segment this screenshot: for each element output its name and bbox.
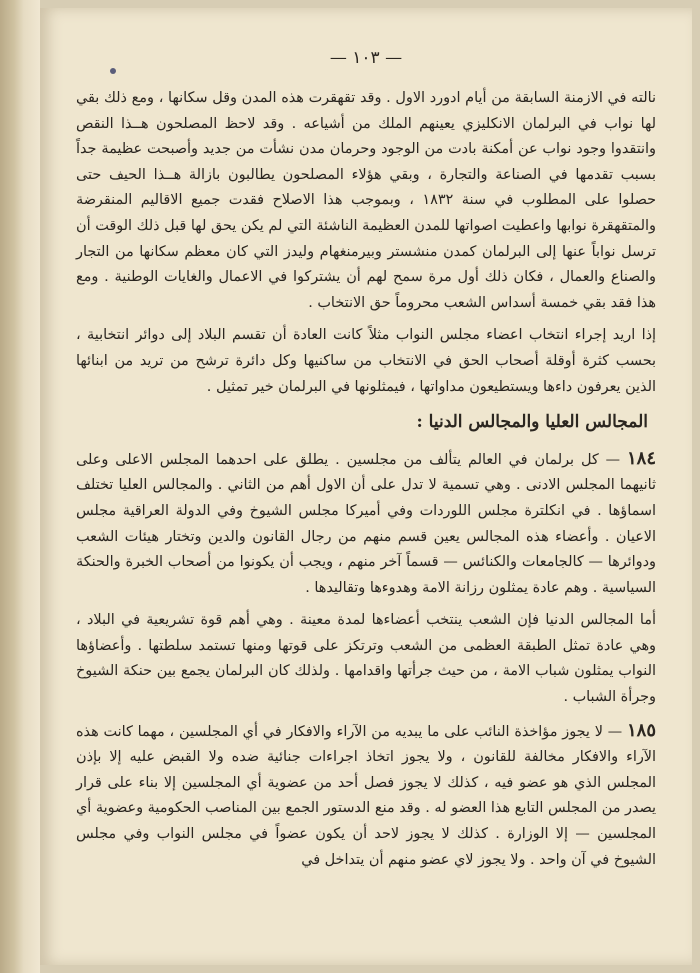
article-185-number: ١٨٥ — [626, 719, 656, 741]
paragraph-2: إذا اريد إجراء انتخاب اعضاء مجلس النواب مثلاً كانت العادة أن تقسم البلاد إلى دوائر انتخابية ، بحسب كثرة أوقلة أصحاب الحق في الانتخاب من ساكنيها وكل دائرة ترشح من تريد من ابنائها الذين يعرفون داءها ويستطيعون مداواتها ، فيمثلونها في البرلمان خير تمثيل . — [76, 327, 656, 395]
paragraph-lower-house: أما المجالس الدنيا فإن الشعب ينتخب أعضاءها لمدة معينة . وهي أهم قوة تشريعية في البلاد ، وهي عادة تمثل الطبقة العظمى من الشعب وترتكز على قوتها ومنها تستمد سلطتها . وأعضاؤها النواب يمثلون شباب الامة ، من حيث جرأتها واقدامها . ولذلك كان البرلمان يجمع بين حنكة الشيوخ وجرأة الشباب . — [76, 612, 656, 706]
article-184 — [76, 446, 656, 602]
paragraph-1: نالته في الازمنة السابقة من أيام ادورد الاول . وقد تقهقرت هذه المدن وقل سكانها ، ومع ذلك بقي لها نواب في البرلمان الانكليزي يعينهم الملك من أشياعه . وقد لاحظ المصلحون هــذا النقص وانتقدوا وجود نواب عن أمكنة بادت من الوجود وحرمان مدن نشأت من جديد وأصبحت عظيمة جداً بسبب تقدمها في الصناعة والتجارة ، وبقي هؤلاء المصلحون يطالبون بازالة هــذا الحيف حتى حصلوا على المطلوب في سنة ١٨٣٢ ، وبموجب هذا الاصلاح فقدت جميع الاقاليم المنقرضة والمتقهقرة نوابها واعطيت اصواتها للمدن العظيمة الناشئة التي لم يكن يحق لها قبل ذلك الوقت أن ترسل نواباً عنها إلى البرلمان كمدن منشستر وبيرمنغهام وليدز التي كان معظم سكانها من التجار والصناع والعمال ، فكان ذلك أول مرة سمح لهم أن يشتركوا في الاعمال والغايات الوطنية . ومع هذا فقد بقي خمسة أسداس الشعب محروماً حق الانتخاب . — [76, 90, 656, 311]
book-binding-edge — [0, 0, 40, 973]
article-185 — [76, 718, 656, 874]
section-heading: المجالس العليا والمجالس الدنيا : — [416, 412, 648, 433]
article-184-number: ١٨٤ — [626, 447, 656, 469]
pencil-mark — [110, 68, 116, 74]
page-content — [76, 86, 656, 880]
page-number: — ١٠٣ — — [329, 48, 403, 68]
article-184-text: — كل برلمان في العالم يتألف من مجلسين . يطلق على احدهما المجلس الاعلى وعلى ثانيهما المجلس الادنى . وهي تسمية لا تدل على أن الاول أهم من الثاني . والمجالس العليا تختلف اسماؤها . في انكلترة مجلس اللوردات وفي أميركا مجلس الشيوخ وفي الدولة العراقية مجلس الاعيان . وأعضاء هذه المجالس يعين قسم منهم من رجال القانون والدين وتختار هيئات الشعب ودوائرها — كالجامعات والكنائس — قسماً آخر منهم ، ويجب أن يكونوا من أصحاب الخبرة والحنكة السياسية . وهم عادة يمثلون رزانة الامة وهدوءها وتقاليدها . — [76, 451, 656, 596]
article-185-text: — لا يجوز مؤاخذة النائب على ما يبديه من الآراء والافكار في أي المجلسين ، مهما كانت هذه الآراء والافكار مخالفة للقانون ، ولا يجوز اتخاذ اجراءات جنائية ضده ولا القبض عليه إلا بإذن المجلس الذي هو عضو فيه ، كذلك لا يجوز فصل أحد من عضوية أي المجلسين إلا بناء على قرار يصدر من المجلس التابع هذا العضو له . وقد منع الدستور الجمع بين المناصب الحكومية وعضوية أي المجلسين — إلا الوزارة . كذلك لا يجوز لاحد أن يكون عضواً في مجلس النواب وفي مجلس الشيوخ في آن واحد . ولا يجوز لاي عضو منهم أن يتداخل في — [76, 723, 656, 868]
book-page — [40, 8, 692, 965]
